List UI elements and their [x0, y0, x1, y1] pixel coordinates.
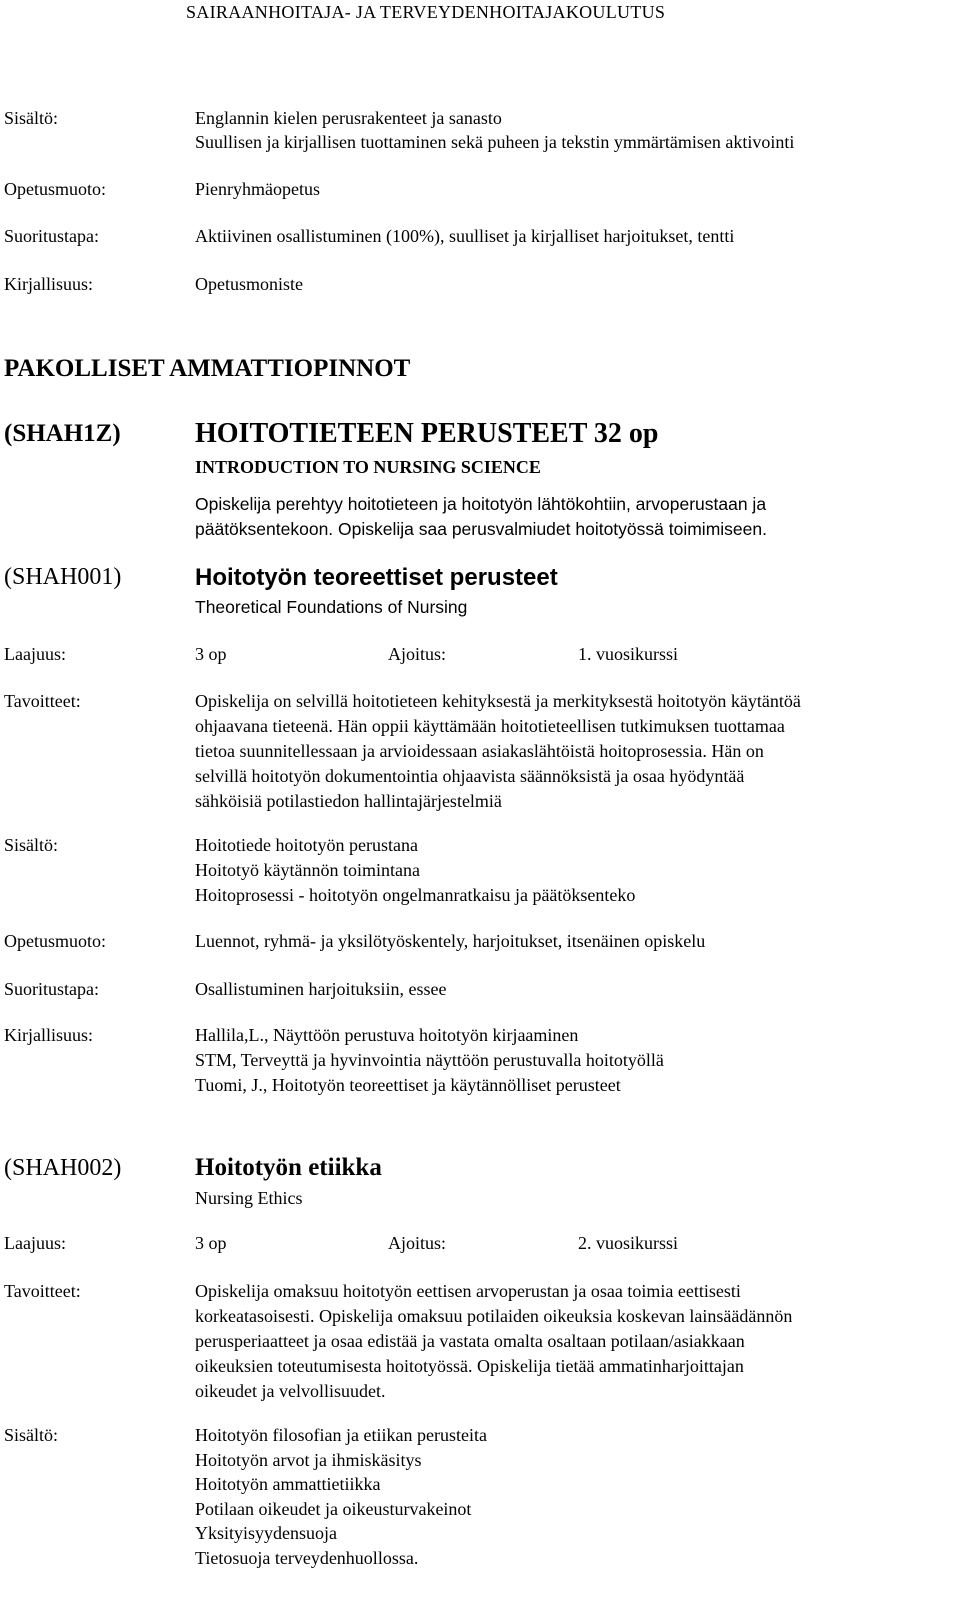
course-subtitle: Theoretical Foundations of Nursing — [195, 597, 468, 617]
field-value — [195, 1279, 955, 1404]
course-meta-row — [0, 642, 960, 668]
field-label: Tavoitteet: — [4, 691, 81, 711]
content-line: Tietosuoja terveydenhuollossa. — [195, 1547, 419, 1568]
module-subtitle: INTRODUCTION TO NURSING SCIENCE — [195, 457, 541, 477]
module-title: HOITOTIETEEN PERUSTEET 32 op — [195, 418, 659, 449]
content-line: selvillä hoitotyön dokumentointia ohjaavista säännöksistä ja osaa hyödyntää — [195, 766, 745, 786]
content-line: Englannin kielen perusrakenteet ja sanasto — [195, 108, 502, 128]
field-label: Sisältö: — [4, 108, 59, 128]
field-value — [195, 1423, 955, 1570]
laajuus-value: 3 op — [195, 1233, 227, 1253]
ajoitus-label: Ajoitus: — [388, 1233, 447, 1253]
field-label: Suoritustapa: — [4, 226, 99, 246]
field-label: Tavoitteet: — [4, 1281, 81, 1301]
field-label: Sisältö: — [4, 1425, 59, 1445]
content-line: ohjaavana tieteenä. Hän oppii käyttämään hoitotieteellisen tutkimuksen tuottamaa — [195, 716, 785, 736]
content-line: Hoitotyö käytännön toimintana — [195, 860, 420, 880]
content-line: STM, Terveyttä ja hyvinvointia näyttöön perustuvalla hoitotyöllä — [195, 1050, 664, 1070]
field-label: Suoritustapa: — [4, 979, 99, 999]
content-line: Potilaan oikeudet ja oikeusturvakeinot — [195, 1498, 472, 1519]
content-line: Opiskelija omaksuu hoitotyön eettisen arvoperustan ja osaa toimia eettisesti — [195, 1281, 741, 1301]
field-label: Opetusmuoto: — [4, 179, 106, 199]
module-description — [195, 492, 955, 542]
laajuus-value: 3 op — [195, 644, 227, 664]
page-header: SAIRAANHOITAJA- JA TERVEYDENHOITAJAKOULUTUS — [186, 2, 666, 22]
ajoitus-value: 1. vuosikurssi — [578, 644, 679, 664]
course-meta-row — [0, 1231, 960, 1257]
module-code: (SHAH1Z) — [4, 420, 121, 447]
field-label: Sisältö: — [4, 835, 59, 855]
content-line: Opiskelija on selvillä hoitotieteen kehityksestä ja merkityksestä hoitotyön käytäntöä — [195, 691, 801, 711]
field-value — [195, 106, 955, 154]
section-title: PAKOLLISET AMMATTIOPINNOT — [4, 355, 411, 382]
field-value — [195, 833, 955, 908]
content-line: oikeuksien toteutumisesta hoitotyössä. Opiskelija tietää ammatinharjoittajan — [195, 1356, 744, 1376]
content-line: oikeudet ja velvollisuudet. — [195, 1381, 386, 1401]
content-line: päätöksentekoon. Opiskelija saa perusvalmiudet hoitotyössä toimimiseen. — [195, 519, 767, 539]
field-label: Opetusmuoto: — [4, 931, 106, 951]
content-line: Hoitotyön arvot ja ihmiskäsitys — [195, 1449, 422, 1470]
content-line: perusperiaatteet ja osaa edistää ja vastata omalta osaltaan potilaan/asiakkaan — [195, 1331, 745, 1351]
course-title: Hoitotyön etiikka — [195, 1154, 382, 1181]
content-line: Opiskelija perehtyy hoitotieteen ja hoitotyön lähtökohtiin, arvoperustaan ja — [195, 494, 767, 514]
field-value: Pienryhmäopetus — [195, 179, 320, 199]
course-subtitle: Nursing Ethics — [195, 1188, 303, 1208]
field-value — [195, 689, 955, 814]
course-code: (SHAH002) — [4, 1155, 122, 1181]
content-line: Hoitotyön filosofian ja etiikan perusteita — [195, 1425, 487, 1445]
course-title: Hoitotyön teoreettiset perusteet — [195, 564, 558, 591]
content-line: tietoa suunnitellessaan ja arvioidessaan asiakaslähtöistä hoitoprosessia. Hän on — [195, 741, 764, 761]
laajuus-label: Laajuus: — [4, 1233, 66, 1253]
content-line: Hallila,L., Näyttöön perustuva hoitotyön kirjaaminen — [195, 1025, 579, 1045]
ajoitus-label: Ajoitus: — [388, 644, 447, 664]
content-line: sähköisiä potilastiedon hallintajärjestelmiä — [195, 791, 502, 811]
field-value: Opetusmoniste — [195, 274, 303, 294]
field-value: Osallistuminen harjoituksiin, essee — [195, 979, 447, 999]
field-label: Kirjallisuus: — [4, 1025, 93, 1045]
content-line: Hoitotiede hoitotyön perustana — [195, 835, 418, 855]
ajoitus-value: 2. vuosikurssi — [578, 1233, 679, 1253]
field-value — [195, 1023, 955, 1098]
field-label: Kirjallisuus: — [4, 274, 93, 294]
content-line: korkeatasoisesti. Opiskelija omaksuu potilaiden oikeuksia koskevan lainsäädännön — [195, 1306, 793, 1326]
content-line: Tuomi, J., Hoitotyön teoreettiset ja käytännölliset perusteet — [195, 1075, 621, 1095]
content-line: Yksityisyydensuoja — [195, 1523, 337, 1543]
course-code: (SHAH001) — [4, 564, 122, 590]
field-value: Luennot, ryhmä- ja yksilötyöskentely, harjoitukset, itsenäinen opiskelu — [195, 931, 706, 951]
field-value: Aktiivinen osallistuminen (100%), suulliset ja kirjalliset harjoitukset, tentti — [195, 226, 735, 246]
content-line: Hoitotyön ammattietiikka — [195, 1474, 381, 1494]
content-line: Suullisen ja kirjallisen tuottaminen sekä puheen ja tekstin ymmärtämisen aktivointi — [195, 132, 795, 152]
laajuus-label: Laajuus: — [4, 644, 66, 664]
content-line: Hoitoprosessi - hoitotyön ongelmanratkaisu ja päätöksenteko — [195, 885, 636, 905]
